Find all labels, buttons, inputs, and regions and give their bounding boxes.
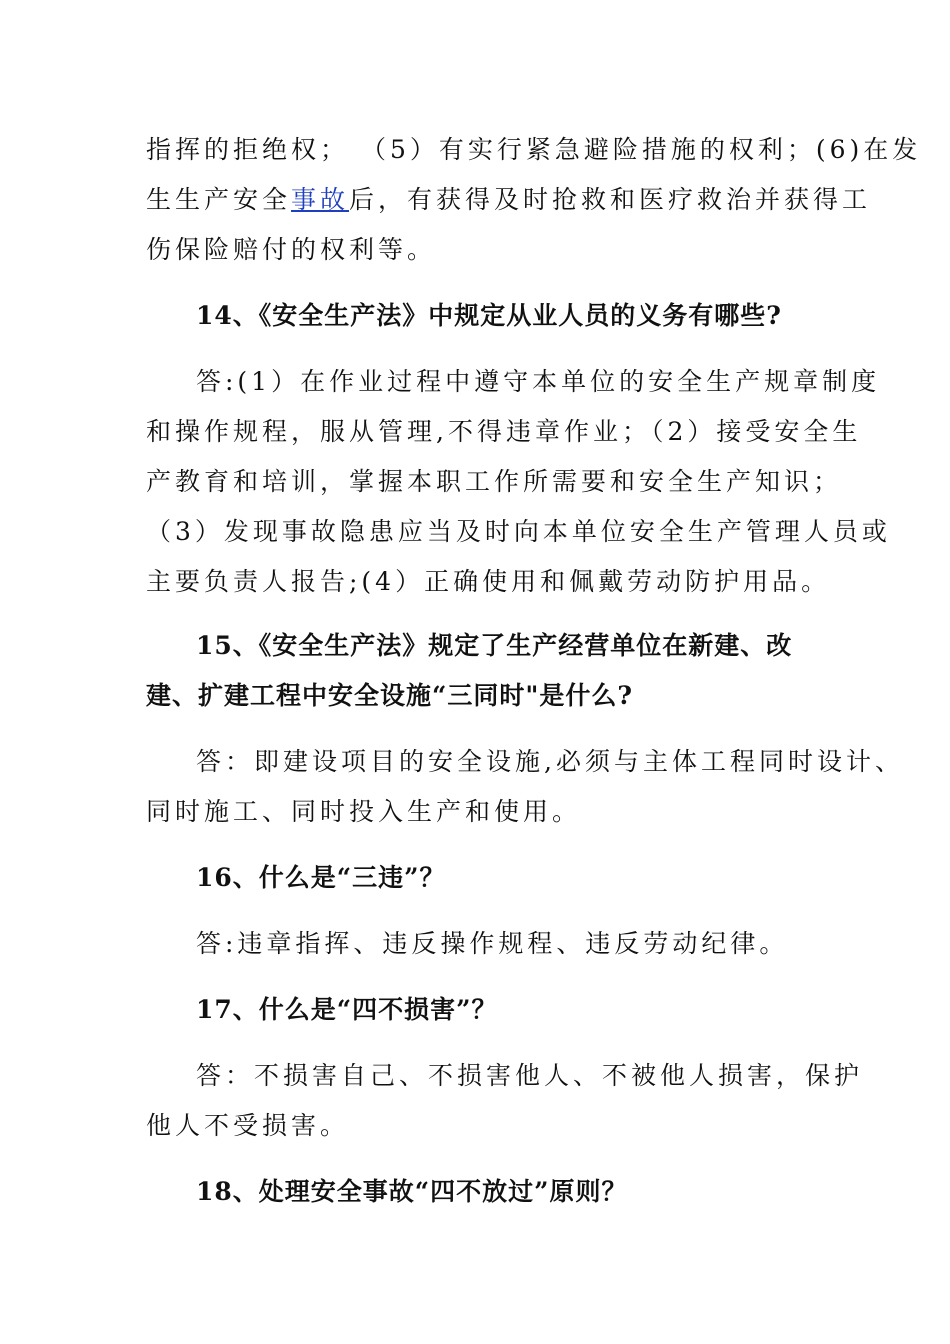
answer-14-line-1: 答:(1）在作业过程中遵守本单位的安全生产规章制度	[196, 367, 881, 396]
answer-14-line-3: 产教育和培训，掌握本职工作所需要和安全生产知识；	[146, 467, 843, 496]
answer-17-line-1: 答：不损害自己、不损害他人、不被他人损害，保护	[196, 1061, 864, 1090]
intro-line-2	[146, 184, 871, 216]
accident-link[interactable]: 事故	[291, 185, 350, 214]
question-15-line-1: 15、《安全生产法》规定了生产经营单位在新建、改	[196, 631, 793, 660]
intro-line-2-post: 后，有获得及时抢救和医疗救治并获得工	[349, 185, 872, 214]
answer-17-line-2: 他人不受损害。	[146, 1111, 350, 1140]
answer-14-line-5: 主要负责人报告;(4）正确使用和佩戴劳动防护用品。	[146, 567, 831, 596]
answer-14-line-2: 和操作规程，服从管理,不得违章作业；（2）接受安全生	[146, 417, 862, 446]
intro-line-2-pre: 生生产安全	[146, 185, 292, 214]
question-15-line-2: 建、扩建工程中安全设施“三同时"是什么?	[146, 681, 634, 710]
answer-15-line-2: 同时施工、同时投入生产和使用。	[146, 797, 582, 826]
intro-line-1: 指挥的拒绝权； （5）有实行紧急避险措施的权利；(6)在发	[146, 135, 922, 164]
question-17: 17、什么是“四不损害”？	[196, 995, 498, 1024]
question-18: 18、处理安全事故“四不放过”原则？	[196, 1177, 628, 1206]
answer-15-line-1: 答：即建设项目的安全设施,必须与主体工程同时设计、	[196, 747, 904, 776]
answer-14-line-4: （3）发现事故隐患应当及时向本单位安全生产管理人员或	[146, 517, 891, 546]
question-16: 16、什么是“三违”？	[196, 863, 446, 892]
intro-line-3: 伤保险赔付的权利等。	[146, 235, 437, 264]
question-14: 14、《安全生产法》中规定从业人员的义务有哪些?	[196, 301, 782, 330]
answer-16: 答:违章指挥、违反操作规程、违反劳动纪律。	[196, 929, 789, 958]
